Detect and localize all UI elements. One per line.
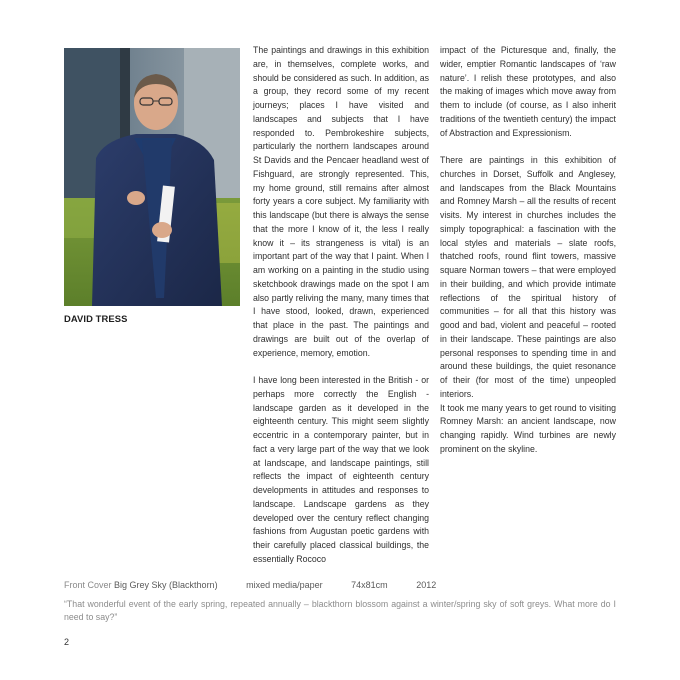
artwork-size: 74x81cm	[351, 580, 388, 590]
author-photo	[64, 48, 240, 306]
paragraph: There are paintings in this exhibition of churches in Dorset, Suffolk and Anglesey, and landscapes from the Black Mountains and Romney Marsh – all the results of recent visits. My interest in churches includes the simply topographical: a fascination with the local styles and materials – slate roofs, thatched roofs, round flint towers, massive square Norman towers – that were employed in their building, and which provide intimate reflections of the spiritual history of communities – for all that this history was good and bad, violent and peaceful – rooted in their landscape. These paintings are also personal responses to spending time in and around these buildings, the quiet resonance of their (for most of the time) unpeopled interiors.	[440, 155, 616, 399]
artist-quote: “That wonderful event of the early spring, repeated annually – blackthorn blossom against a winter/spring sky of soft greys. What more do I need to say?”	[64, 599, 616, 622]
paragraph: The paintings and drawings in this exhibition are, in themselves, complete works, and should be considered as such. In addition, as a group, they record some of my recent journeys; places I have visited and landscapes and subjects that I have responded to. Pembrokeshire subjects, particularly the northern landscapes around St Davids and the Pencaer headland west of Fishguard, are strongly represented. This, my home ground, still remains after almost forty years a core subject. My familiarity with this landscape (but there is always the sense that the more I know of it, the less I really know it – its strangeness is vital) is an important part of the way that I paint. When I am working on a painting in the studio using sketchbook drawings made on the spot I am also partly reliving the many, many times that I have stood, looked, drawn, experienced that place in the past. The paintings and drawings are built out of the overlap of experience, memory, emotion.	[253, 45, 429, 358]
text-column-1	[253, 44, 429, 567]
photo-caption: DAVID TRESS	[64, 313, 128, 324]
credit-label: Front Cover	[64, 580, 112, 590]
page-number: 2	[64, 637, 70, 647]
front-cover-credit	[64, 580, 436, 590]
artwork-medium: mixed media/paper	[246, 580, 323, 590]
paragraph: It took me many years to get round to visiting Romney Marsh: an ancient landscape, now changing rapidly. Wind turbines are newly prominent on the skyline.	[440, 402, 616, 454]
text-column-2	[440, 44, 616, 457]
artwork-year: 2012	[416, 580, 437, 590]
artwork-title: Big Grey Sky (Blackthorn)	[114, 580, 218, 590]
paragraph: I have long been interested in the British - or perhaps more correctly the English - landscape garden as it developed in the eighteenth century. This might seem slightly eccentric in a contemporary painter, but in fact a very large part of the way that we look at landscape, and landscape paintings, still reflects the impact of eighteenth century developments in attitudes and responses to landscape. Landscape gardens as they developed over the century reflect changing fashions from Augustan poetic gardens with their carefully placed classical buildings, the essentially Rococo	[253, 375, 429, 564]
author-portrait-image	[64, 48, 240, 306]
paragraph: impact of the Picturesque and, finally, the wider, emptier Romantic landscapes of ‘raw nature’. I relish these prototypes, and also the making of images which move away from them to include (of course, as I also inherit traditions of the twentieth century) the impact of Abstraction and Expressionism.	[440, 45, 616, 138]
